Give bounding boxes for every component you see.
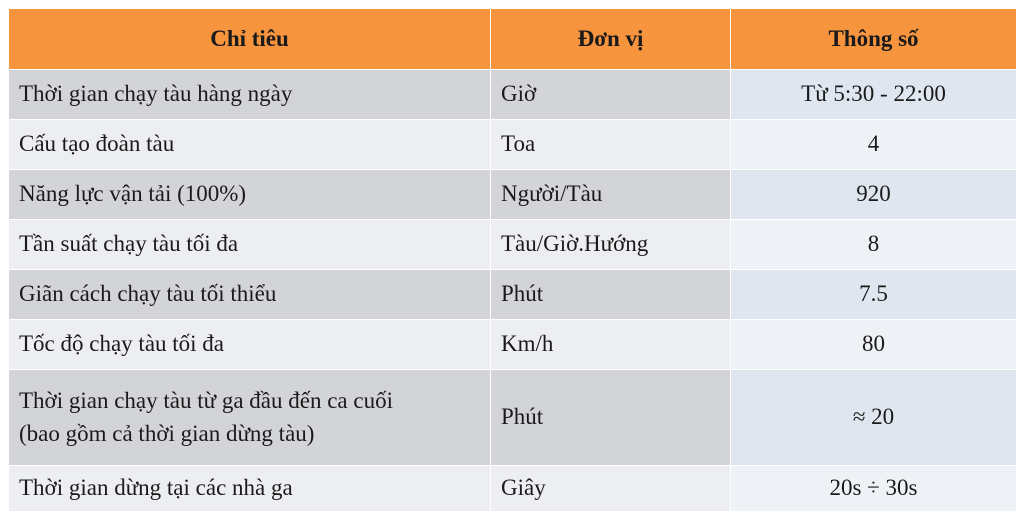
- row-unit: Tàu/Giờ.Hướng: [491, 219, 731, 269]
- table-row: [9, 169, 1017, 219]
- table-row: [9, 219, 1017, 269]
- row-unit: Km/h: [491, 319, 731, 369]
- row-value: 920: [731, 169, 1017, 219]
- row-unit: Phút: [491, 269, 731, 319]
- row-value: 80: [731, 319, 1017, 369]
- row-value: 4: [731, 119, 1017, 169]
- row-criteria-line2: (bao gồm cả thời gian dừng tàu): [19, 421, 315, 446]
- row-unit: Người/Tàu: [491, 169, 731, 219]
- table-row: [9, 319, 1017, 369]
- table-header-row: [9, 9, 1017, 69]
- table-row: [9, 269, 1017, 319]
- header-criteria: Chỉ tiêu: [9, 9, 491, 69]
- row-value: 20s ÷ 30s: [731, 465, 1017, 511]
- row-criteria: Tốc độ chạy tàu tối đa: [9, 319, 491, 369]
- table-row: [9, 465, 1017, 511]
- table-row: [9, 369, 1017, 465]
- row-criteria: [9, 369, 491, 465]
- row-unit: Phút: [491, 369, 731, 465]
- row-criteria: Tần suất chạy tàu tối đa: [9, 219, 491, 269]
- header-value: Thông số: [731, 9, 1017, 69]
- table-row: [9, 69, 1017, 119]
- row-unit: Giờ: [491, 69, 731, 119]
- row-criteria: Thời gian chạy tàu hàng ngày: [9, 69, 491, 119]
- row-value: 8: [731, 219, 1017, 269]
- row-unit: Toa: [491, 119, 731, 169]
- row-unit: Giây: [491, 465, 731, 511]
- row-criteria: Cấu tạo đoàn tàu: [9, 119, 491, 169]
- spec-table: [8, 9, 1017, 512]
- header-unit: Đơn vị: [491, 9, 731, 69]
- row-criteria: Giãn cách chạy tàu tối thiểu: [9, 269, 491, 319]
- table-row: [9, 119, 1017, 169]
- row-value: Từ 5:30 - 22:00: [731, 69, 1017, 119]
- row-value: 7.5: [731, 269, 1017, 319]
- row-criteria-line1: Thời gian chạy tàu từ ga đầu đến ca cuối: [19, 387, 393, 413]
- row-value: ≈ 20: [731, 369, 1017, 465]
- row-criteria: Năng lực vận tải (100%): [9, 169, 491, 219]
- row-criteria: Thời gian dừng tại các nhà ga: [9, 465, 491, 511]
- spec-table-container: [8, 9, 1016, 512]
